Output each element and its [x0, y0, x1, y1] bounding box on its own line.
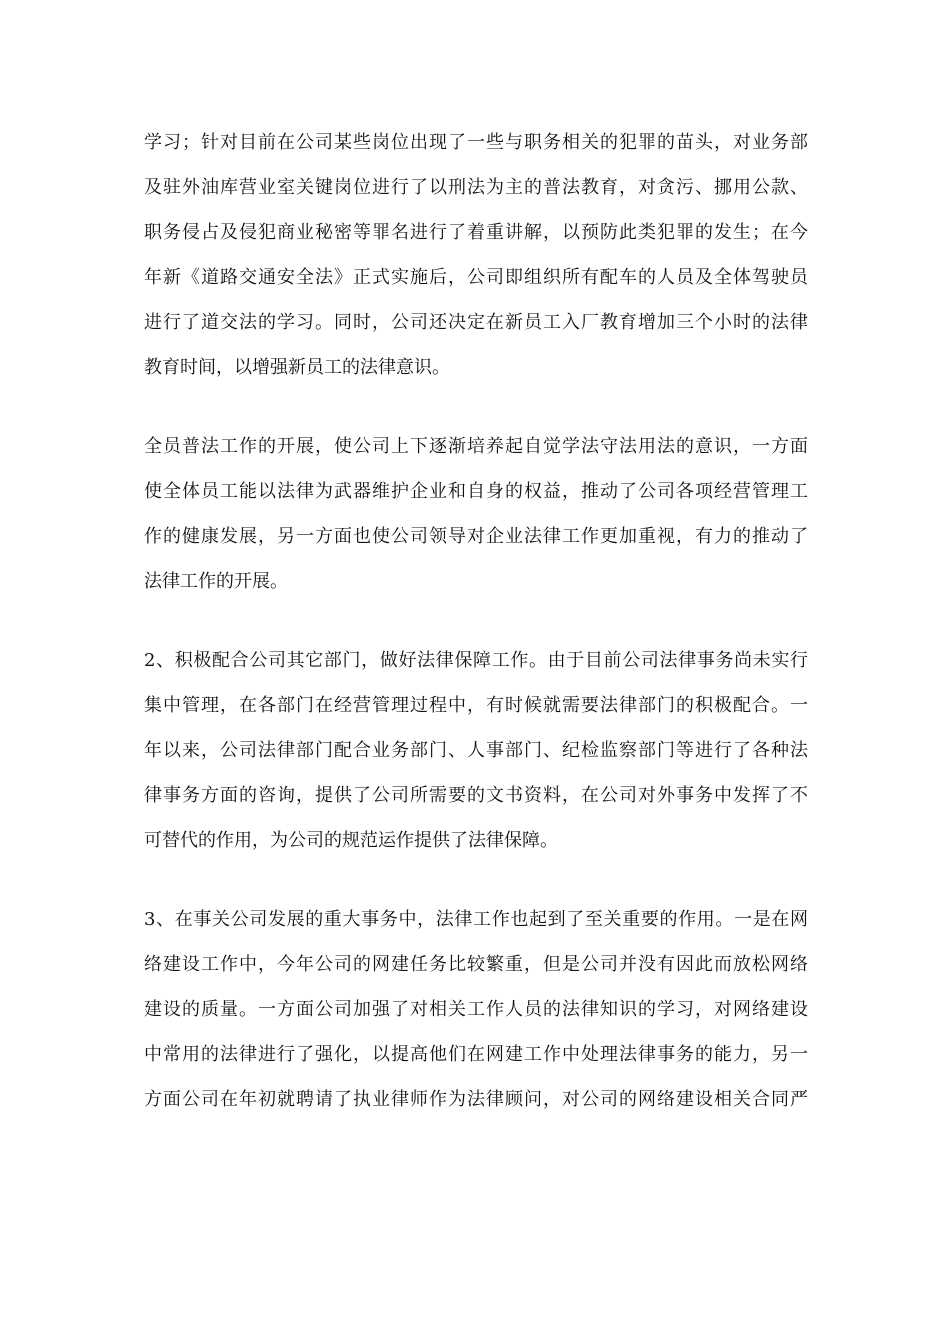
text-line: 全员普法工作的开展，使公司上下逐渐培养起自觉学法守法用法的意识，一方面: [144, 436, 808, 457]
text-line: 集中管理，在各部门在经营管理过程中，有时候就需要法律部门的积极配合。一: [144, 695, 808, 716]
paragraph-item-3: [144, 897, 808, 1122]
text-line: 职务侵占及侵犯商业秘密等罪名进行了着重讲解，以预防此类犯罪的发生；在今: [144, 222, 808, 243]
text-line: 2、积极配合公司其它部门，做好法律保障工作。由于目前公司法律事务尚未实行: [144, 650, 808, 671]
text-line: 使全体员工能以法律为武器维护企业和自身的权益，推动了公司各项经营管理工: [144, 481, 808, 502]
text-line: 可替代的作用，为公司的规范运作提供了法律保障。: [144, 830, 558, 851]
text-line: 律事务方面的咨询，提供了公司所需要的文书资料，在公司对外事务中发挥了不: [144, 785, 808, 806]
paragraph-universal-law-awareness: [144, 424, 808, 604]
text-line: 年以来，公司法律部门配合业务部门、人事部门、纪检监察部门等进行了各种法: [144, 740, 808, 761]
paragraph-legal-education: [144, 120, 808, 390]
text-line: 建设的质量。一方面公司加强了对相关工作人员的法律知识的学习，对网络建设: [144, 999, 808, 1020]
text-line: 法律工作的开展。: [144, 571, 288, 592]
text-line: 3、在事关公司发展的重大事务中，法律工作也起到了至关重要的作用。一是在网: [144, 909, 808, 930]
text-line: 教育时间，以增强新员工的法律意识。: [144, 357, 450, 378]
text-line: 年新《道路交通安全法》正式实施后，公司即组织所有配车的人员及全体驾驶员: [144, 267, 808, 288]
text-line: 络建设工作中，今年公司的网建任务比较繁重，但是公司并没有因此而放松网络: [144, 954, 808, 975]
document-body: [144, 120, 808, 1156]
paragraph-item-2: [144, 638, 808, 863]
text-line: 学习；针对目前在公司某些岗位出现了一些与职务相关的犯罪的苗头，对业务部: [144, 132, 808, 153]
text-line: 作的健康发展，另一方面也使公司领导对企业法律工作更加重视，有力的推动了: [144, 526, 808, 547]
text-line: 方面公司在年初就聘请了执业律师作为法律顾问，对公司的网络建设相关合同严: [144, 1089, 808, 1110]
text-line: 及驻外油库营业室关键岗位进行了以刑法为主的普法教育，对贪污、挪用公款、: [144, 177, 808, 198]
text-line: 中常用的法律进行了强化，以提高他们在网建工作中处理法律事务的能力，另一: [144, 1044, 808, 1065]
text-line: 进行了道交法的学习。同时，公司还决定在新员工入厂教育增加三个小时的法律: [144, 312, 808, 333]
